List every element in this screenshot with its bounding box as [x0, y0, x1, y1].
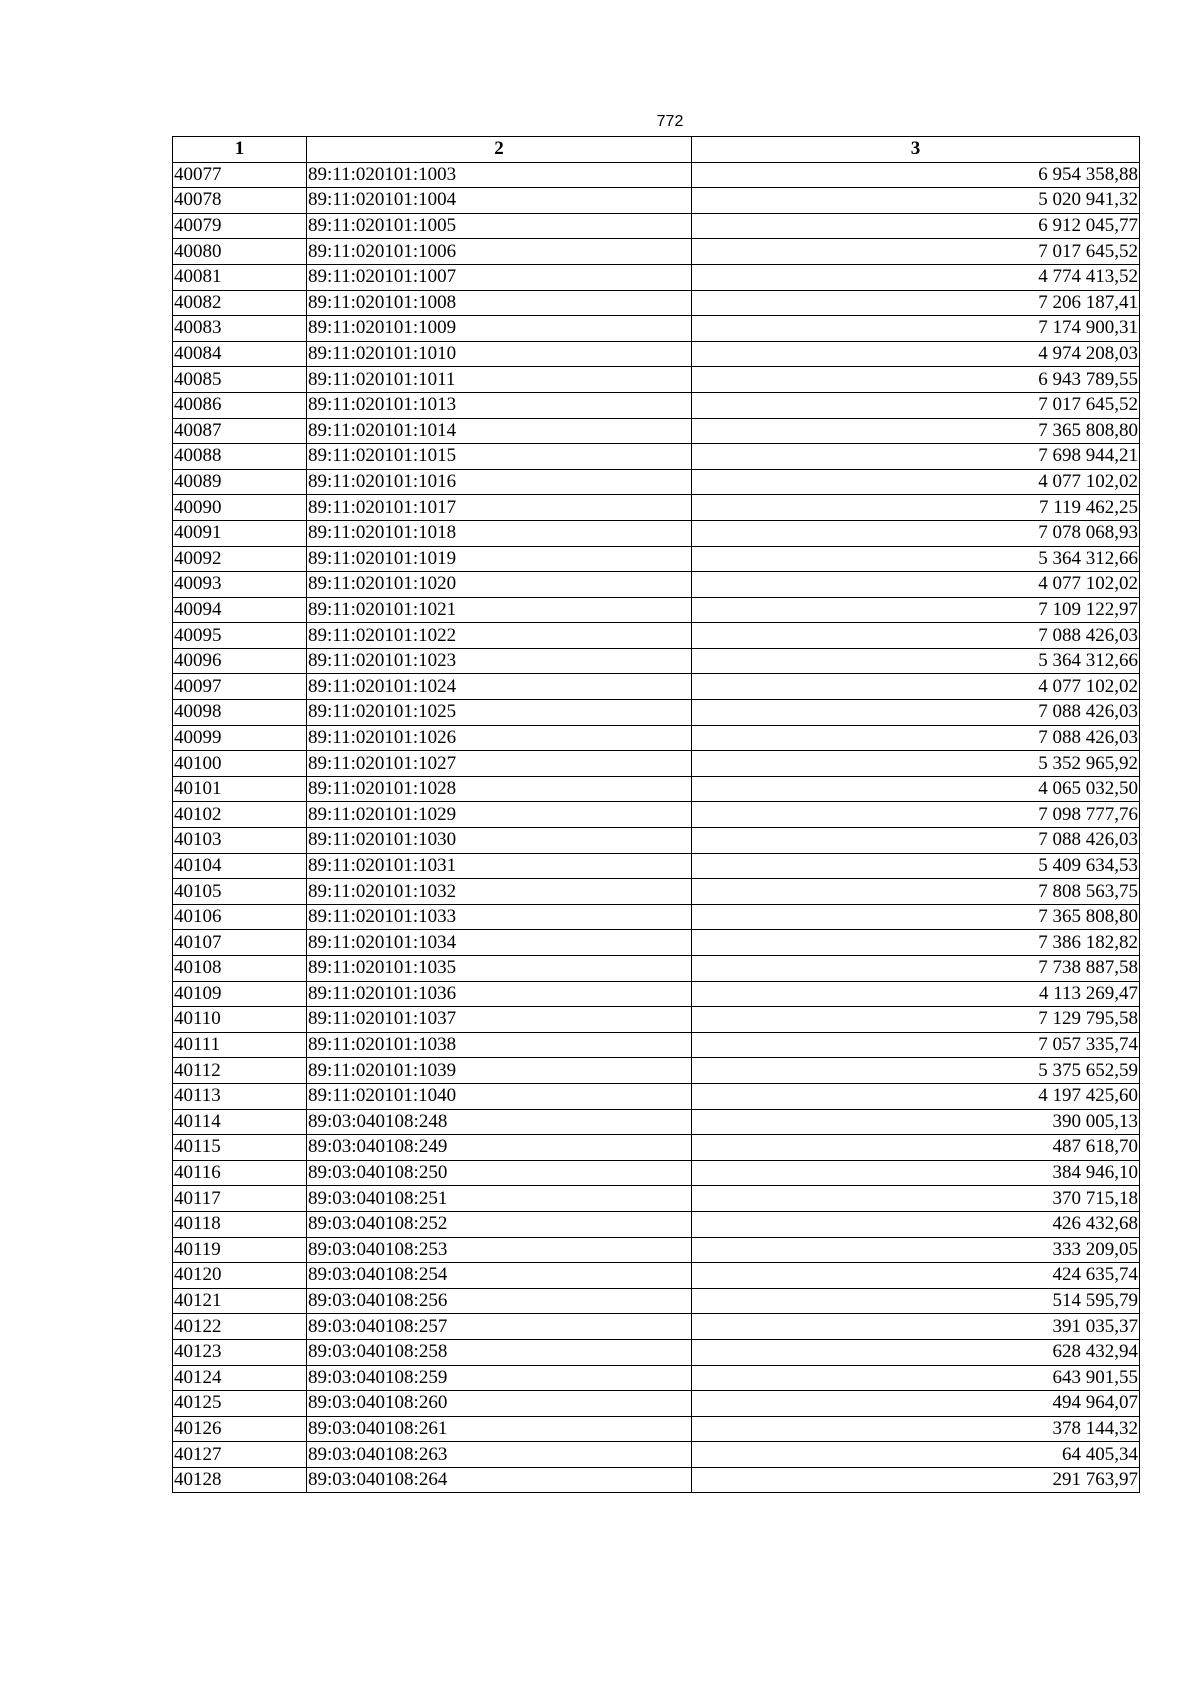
- row-id-cell: 40083: [173, 316, 307, 342]
- value-cell: 291 763,97: [692, 1467, 1140, 1493]
- cadastral-number-cell: 89:03:040108:257: [307, 1314, 692, 1340]
- table-header-row: [173, 137, 1140, 163]
- value-cell: 4 113 269,47: [692, 981, 1140, 1007]
- table-row: [173, 1186, 1140, 1212]
- row-id-cell: 40116: [173, 1160, 307, 1186]
- cadastral-number-cell: 89:11:020101:1020: [307, 572, 692, 598]
- row-id-cell: 40091: [173, 520, 307, 546]
- row-id-cell: 40124: [173, 1365, 307, 1391]
- table-row: [173, 213, 1140, 239]
- cadastral-number-cell: 89:11:020101:1010: [307, 341, 692, 367]
- value-cell: 7 386 182,82: [692, 930, 1140, 956]
- row-id-cell: 40103: [173, 828, 307, 854]
- table-row: [173, 648, 1140, 674]
- row-id-cell: 40098: [173, 700, 307, 726]
- cadastral-number-cell: 89:11:020101:1015: [307, 444, 692, 470]
- table-row: [173, 418, 1140, 444]
- value-cell: 7 109 122,97: [692, 597, 1140, 623]
- row-id-cell: 40106: [173, 904, 307, 930]
- value-cell: 391 035,37: [692, 1314, 1140, 1340]
- cadastral-number-cell: 89:11:020101:1009: [307, 316, 692, 342]
- table-row: [173, 188, 1140, 214]
- cadastral-number-cell: 89:03:040108:261: [307, 1416, 692, 1442]
- table-row: [173, 1135, 1140, 1161]
- table-row: [173, 162, 1140, 188]
- column-header-2: 2: [307, 137, 692, 163]
- value-cell: 6 954 358,88: [692, 162, 1140, 188]
- row-id-cell: 40127: [173, 1442, 307, 1468]
- value-cell: 7 017 645,52: [692, 239, 1140, 265]
- cadastral-number-cell: 89:11:020101:1018: [307, 520, 692, 546]
- value-cell: 7 808 563,75: [692, 879, 1140, 905]
- cadastral-number-cell: 89:11:020101:1040: [307, 1083, 692, 1109]
- table-row: [173, 495, 1140, 521]
- cadastral-number-cell: 89:11:020101:1029: [307, 802, 692, 828]
- cadastral-number-cell: 89:11:020101:1019: [307, 546, 692, 572]
- row-id-cell: 40087: [173, 418, 307, 444]
- row-id-cell: 40094: [173, 597, 307, 623]
- cadastral-number-cell: 89:03:040108:260: [307, 1391, 692, 1417]
- table-row: [173, 1288, 1140, 1314]
- value-cell: 487 618,70: [692, 1135, 1140, 1161]
- row-id-cell: 40123: [173, 1339, 307, 1365]
- table-row: [173, 674, 1140, 700]
- table-row: [173, 930, 1140, 956]
- cadastral-number-cell: 89:11:020101:1034: [307, 930, 692, 956]
- table-row: [173, 1391, 1140, 1417]
- value-cell: 7 129 795,58: [692, 1007, 1140, 1033]
- row-id-cell: 40109: [173, 981, 307, 1007]
- table-row: [173, 879, 1140, 905]
- table-row: [173, 316, 1140, 342]
- value-cell: 7 088 426,03: [692, 725, 1140, 751]
- value-cell: 5 364 312,66: [692, 546, 1140, 572]
- row-id-cell: 40111: [173, 1032, 307, 1058]
- value-cell: 4 974 208,03: [692, 341, 1140, 367]
- table-row: [173, 725, 1140, 751]
- row-id-cell: 40097: [173, 674, 307, 700]
- value-cell: 4 077 102,02: [692, 572, 1140, 598]
- column-header-3: 3: [692, 137, 1140, 163]
- value-cell: 628 432,94: [692, 1339, 1140, 1365]
- value-cell: 7 057 335,74: [692, 1032, 1140, 1058]
- value-cell: 7 206 187,41: [692, 290, 1140, 316]
- table-row: [173, 597, 1140, 623]
- value-cell: 7 088 426,03: [692, 828, 1140, 854]
- table-row: [173, 802, 1140, 828]
- value-cell: 4 077 102,02: [692, 469, 1140, 495]
- value-cell: 6 912 045,77: [692, 213, 1140, 239]
- row-id-cell: 40077: [173, 162, 307, 188]
- value-cell: 7 088 426,03: [692, 623, 1140, 649]
- table-row: [173, 341, 1140, 367]
- table-row: [173, 367, 1140, 393]
- row-id-cell: 40112: [173, 1058, 307, 1084]
- row-id-cell: 40095: [173, 623, 307, 649]
- cadastral-number-cell: 89:11:020101:1023: [307, 648, 692, 674]
- table-row: [173, 239, 1140, 265]
- row-id-cell: 40113: [173, 1083, 307, 1109]
- value-cell: 384 946,10: [692, 1160, 1140, 1186]
- row-id-cell: 40122: [173, 1314, 307, 1340]
- table-row: [173, 444, 1140, 470]
- row-id-cell: 40093: [173, 572, 307, 598]
- cadastral-number-cell: 89:03:040108:251: [307, 1186, 692, 1212]
- table-row: [173, 264, 1140, 290]
- row-id-cell: 40110: [173, 1007, 307, 1033]
- value-cell: 7 174 900,31: [692, 316, 1140, 342]
- table-row: [173, 1032, 1140, 1058]
- cadastral-number-cell: 89:11:020101:1004: [307, 188, 692, 214]
- cadastral-number-cell: 89:11:020101:1026: [307, 725, 692, 751]
- row-id-cell: 40088: [173, 444, 307, 470]
- value-cell: 643 901,55: [692, 1365, 1140, 1391]
- cadastral-number-cell: 89:11:020101:1007: [307, 264, 692, 290]
- cadastral-number-cell: 89:11:020101:1031: [307, 853, 692, 879]
- row-id-cell: 40107: [173, 930, 307, 956]
- table-row: [173, 751, 1140, 777]
- value-cell: 6 943 789,55: [692, 367, 1140, 393]
- row-id-cell: 40108: [173, 956, 307, 982]
- row-id-cell: 40086: [173, 392, 307, 418]
- value-cell: 7 365 808,80: [692, 904, 1140, 930]
- cadastral-number-cell: 89:11:020101:1013: [307, 392, 692, 418]
- cadastral-number-cell: 89:11:020101:1024: [307, 674, 692, 700]
- value-cell: 5 020 941,32: [692, 188, 1140, 214]
- row-id-cell: 40128: [173, 1467, 307, 1493]
- cadastral-number-cell: 89:11:020101:1014: [307, 418, 692, 444]
- value-cell: 5 409 634,53: [692, 853, 1140, 879]
- table-row: [173, 1467, 1140, 1493]
- value-cell: 424 635,74: [692, 1263, 1140, 1289]
- value-cell: 514 595,79: [692, 1288, 1140, 1314]
- cadastral-number-cell: 89:11:020101:1032: [307, 879, 692, 905]
- row-id-cell: 40104: [173, 853, 307, 879]
- cadastral-number-cell: 89:11:020101:1011: [307, 367, 692, 393]
- table-row: [173, 904, 1140, 930]
- value-cell: 4 077 102,02: [692, 674, 1140, 700]
- row-id-cell: 40102: [173, 802, 307, 828]
- table-row: [173, 1339, 1140, 1365]
- table-row: [173, 1263, 1140, 1289]
- row-id-cell: 40125: [173, 1391, 307, 1417]
- cadastral-number-cell: 89:11:020101:1017: [307, 495, 692, 521]
- cadastral-number-cell: 89:11:020101:1033: [307, 904, 692, 930]
- cadastral-number-cell: 89:11:020101:1037: [307, 1007, 692, 1033]
- cadastral-number-cell: 89:03:040108:256: [307, 1288, 692, 1314]
- cadastral-number-cell: 89:11:020101:1022: [307, 623, 692, 649]
- cadastral-number-cell: 89:11:020101:1039: [307, 1058, 692, 1084]
- row-id-cell: 40101: [173, 776, 307, 802]
- table-row: [173, 776, 1140, 802]
- row-id-cell: 40121: [173, 1288, 307, 1314]
- cadastral-number-cell: 89:11:020101:1005: [307, 213, 692, 239]
- row-id-cell: 40105: [173, 879, 307, 905]
- value-cell: 494 964,07: [692, 1391, 1140, 1417]
- cadastral-number-cell: 89:03:040108:263: [307, 1442, 692, 1468]
- cadastral-number-cell: 89:11:020101:1030: [307, 828, 692, 854]
- row-id-cell: 40117: [173, 1186, 307, 1212]
- cadastral-number-cell: 89:03:040108:254: [307, 1263, 692, 1289]
- table-row: [173, 1314, 1140, 1340]
- cadastral-number-cell: 89:11:020101:1028: [307, 776, 692, 802]
- row-id-cell: 40099: [173, 725, 307, 751]
- value-cell: 64 405,34: [692, 1442, 1140, 1468]
- cadastral-number-cell: 89:11:020101:1016: [307, 469, 692, 495]
- row-id-cell: 40118: [173, 1211, 307, 1237]
- table-row: [173, 1160, 1140, 1186]
- registry-table: [172, 136, 1140, 1493]
- table-row: [173, 1237, 1140, 1263]
- cadastral-number-cell: 89:03:040108:264: [307, 1467, 692, 1493]
- value-cell: 7 088 426,03: [692, 700, 1140, 726]
- value-cell: 7 738 887,58: [692, 956, 1140, 982]
- table-row: [173, 981, 1140, 1007]
- row-id-cell: 40081: [173, 264, 307, 290]
- row-id-cell: 40092: [173, 546, 307, 572]
- row-id-cell: 40085: [173, 367, 307, 393]
- value-cell: 370 715,18: [692, 1186, 1140, 1212]
- value-cell: 4 774 413,52: [692, 264, 1140, 290]
- value-cell: 7 078 068,93: [692, 520, 1140, 546]
- cadastral-number-cell: 89:03:040108:249: [307, 1135, 692, 1161]
- row-id-cell: 40089: [173, 469, 307, 495]
- table-row: [173, 1058, 1140, 1084]
- table-row: [173, 828, 1140, 854]
- value-cell: 333 209,05: [692, 1237, 1140, 1263]
- table-row: [173, 572, 1140, 598]
- value-cell: 4 065 032,50: [692, 776, 1140, 802]
- row-id-cell: 40119: [173, 1237, 307, 1263]
- cadastral-number-cell: 89:11:020101:1035: [307, 956, 692, 982]
- row-id-cell: 40120: [173, 1263, 307, 1289]
- row-id-cell: 40096: [173, 648, 307, 674]
- value-cell: 7 119 462,25: [692, 495, 1140, 521]
- table-row: [173, 700, 1140, 726]
- cadastral-number-cell: 89:11:020101:1006: [307, 239, 692, 265]
- row-id-cell: 40114: [173, 1109, 307, 1135]
- value-cell: 7 098 777,76: [692, 802, 1140, 828]
- value-cell: 7 698 944,21: [692, 444, 1140, 470]
- value-cell: 4 197 425,60: [692, 1083, 1140, 1109]
- cadastral-number-cell: 89:11:020101:1025: [307, 700, 692, 726]
- table-row: [173, 1365, 1140, 1391]
- value-cell: 7 365 808,80: [692, 418, 1140, 444]
- cadastral-number-cell: 89:03:040108:253: [307, 1237, 692, 1263]
- cadastral-number-cell: 89:11:020101:1008: [307, 290, 692, 316]
- row-id-cell: 40082: [173, 290, 307, 316]
- cadastral-number-cell: 89:03:040108:252: [307, 1211, 692, 1237]
- value-cell: 5 364 312,66: [692, 648, 1140, 674]
- cadastral-number-cell: 89:11:020101:1038: [307, 1032, 692, 1058]
- row-id-cell: 40079: [173, 213, 307, 239]
- table-row: [173, 546, 1140, 572]
- row-id-cell: 40126: [173, 1416, 307, 1442]
- table-row: [173, 1007, 1140, 1033]
- row-id-cell: 40090: [173, 495, 307, 521]
- column-header-1: 1: [173, 137, 307, 163]
- value-cell: 7 017 645,52: [692, 392, 1140, 418]
- table-row: [173, 1109, 1140, 1135]
- value-cell: 390 005,13: [692, 1109, 1140, 1135]
- value-cell: 426 432,68: [692, 1211, 1140, 1237]
- row-id-cell: 40115: [173, 1135, 307, 1161]
- table-row: [173, 469, 1140, 495]
- cadastral-number-cell: 89:03:040108:250: [307, 1160, 692, 1186]
- table-row: [173, 392, 1140, 418]
- value-cell: 5 375 652,59: [692, 1058, 1140, 1084]
- row-id-cell: 40100: [173, 751, 307, 777]
- table-body: [173, 162, 1140, 1493]
- table-row: [173, 290, 1140, 316]
- table-row: [173, 1442, 1140, 1468]
- value-cell: 378 144,32: [692, 1416, 1140, 1442]
- row-id-cell: 40078: [173, 188, 307, 214]
- row-id-cell: 40080: [173, 239, 307, 265]
- table-row: [173, 853, 1140, 879]
- value-cell: 5 352 965,92: [692, 751, 1140, 777]
- cadastral-number-cell: 89:03:040108:248: [307, 1109, 692, 1135]
- cadastral-number-cell: 89:11:020101:1036: [307, 981, 692, 1007]
- cadastral-number-cell: 89:11:020101:1027: [307, 751, 692, 777]
- table-row: [173, 956, 1140, 982]
- table-row: [173, 1083, 1140, 1109]
- table-row: [173, 520, 1140, 546]
- cadastral-number-cell: 89:11:020101:1003: [307, 162, 692, 188]
- table-row: [173, 1416, 1140, 1442]
- table-row: [173, 623, 1140, 649]
- page-number: 772: [656, 113, 684, 130]
- cadastral-number-cell: 89:03:040108:259: [307, 1365, 692, 1391]
- cadastral-number-cell: 89:11:020101:1021: [307, 597, 692, 623]
- table-row: [173, 1211, 1140, 1237]
- cadastral-number-cell: 89:03:040108:258: [307, 1339, 692, 1365]
- row-id-cell: 40084: [173, 341, 307, 367]
